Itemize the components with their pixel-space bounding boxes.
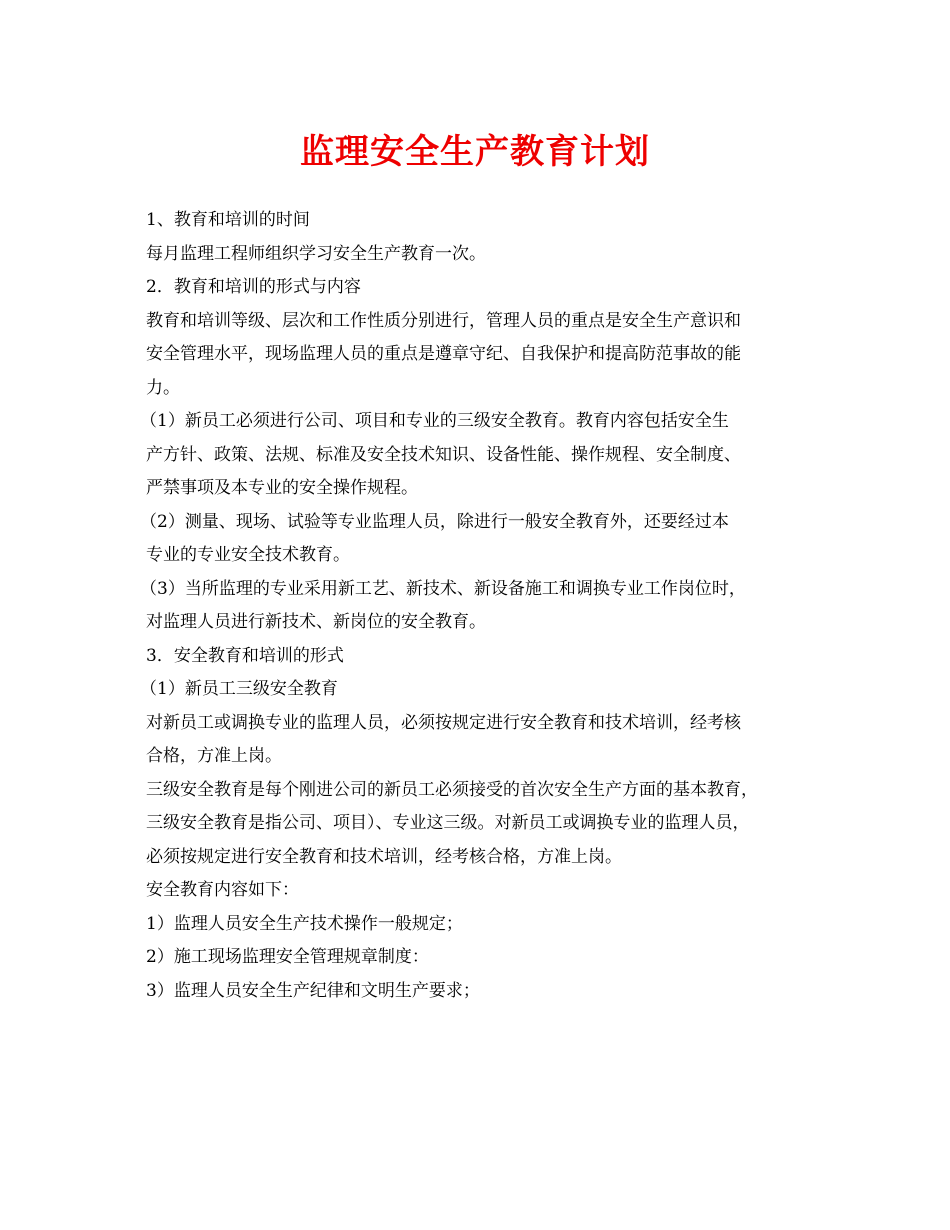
list-item-line: （1）新员工三级安全教育	[140, 679, 338, 699]
document-title: 监理安全生产教育计划	[300, 132, 650, 172]
paragraph-line: 安全教育内容如下：	[146, 880, 299, 900]
paragraph-line: 教育和培训等级、层次和工作性质分别进行，管理人员的重点是安全生产意识和	[146, 310, 741, 331]
section-heading: 2．教育和培训的形式与内容	[146, 277, 361, 297]
list-item-line: 3）监理人员安全生产纪律和文明生产要求；	[146, 980, 480, 1001]
paragraph-line: 产方针、政策、法规、标准及安全技术知识、设备性能、操作规程、安全制度、	[146, 444, 741, 465]
paragraph-line: 三级安全教育是每个刚进公司的新员工必须接受的首次安全生产方面的基本教育，	[146, 779, 758, 800]
paragraph-line: 对监理人员进行新技术、新岗位的安全教育。	[146, 612, 486, 632]
paragraph-line: 每月监理工程师组织学习安全生产教育一次。	[146, 243, 486, 264]
list-item-line: （3）当所监理的专业采用新工艺、新技术、新设备施工和调换专业工作岗位时，	[140, 578, 746, 599]
paragraph-line: 三级安全教育是指公司、项目）、专业这三级。对新员工或调换专业的监理人员，	[146, 813, 750, 833]
paragraph-line: 对新员工或调换专业的监理人员，必须按规定进行安全教育和技术培训，经考核	[146, 712, 741, 733]
paragraph-line: 必须按规定进行安全教育和技术培训，经考核合格，方准上岗。	[146, 846, 622, 867]
list-item-line: 1）监理人员安全生产技术操作一般规定；	[146, 913, 463, 934]
list-item-line: （1）新员工必须进行公司、项目和专业的三级安全教育。教育内容包括安全生	[140, 411, 729, 431]
section-heading: 3．安全教育和培训的形式	[146, 645, 344, 666]
paragraph-line: 严禁事项及本专业的安全操作规程。	[146, 478, 418, 498]
paragraph-line: 专业的专业安全技术教育。	[146, 545, 350, 565]
list-item-line: 2）施工现场监理安全管理规章制度：	[146, 947, 429, 967]
list-item-line: （2）测量、现场、试验等专业监理人员，除进行一般安全教育外，还要经过本	[140, 511, 729, 532]
paragraph-line: 力。	[146, 377, 180, 398]
document-body	[140, 204, 816, 1008]
section-heading: 1、教育和培训的时间	[146, 210, 310, 230]
paragraph-line: 合格，方准上岗。	[146, 746, 282, 766]
paragraph-line: 安全管理水平，现场监理人员的重点是遵章守纪、自我保护和提高防范事故的能	[146, 344, 741, 364]
